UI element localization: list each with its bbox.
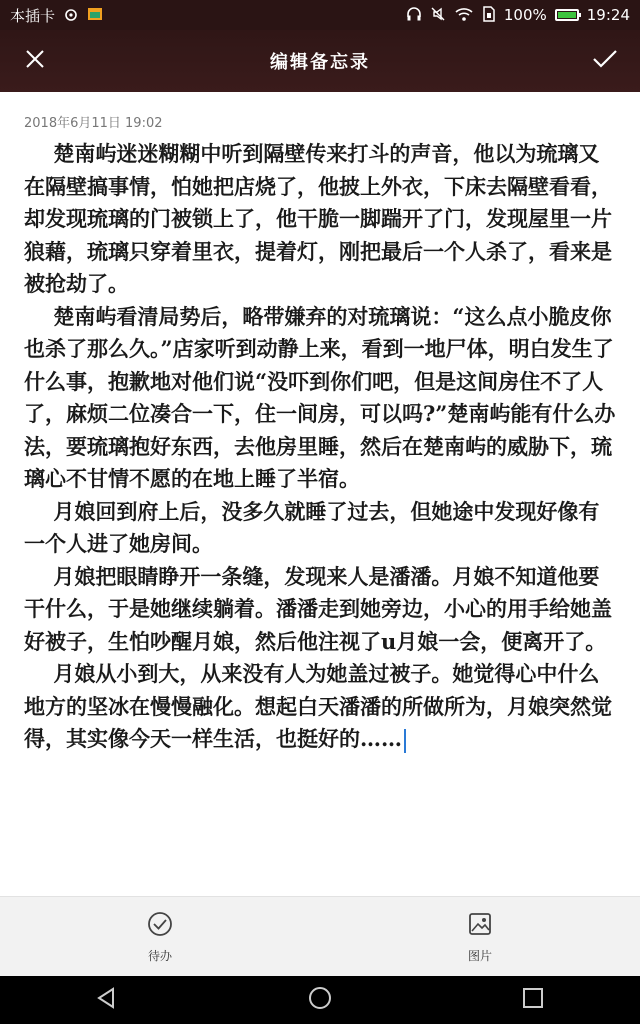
battery-percent: 100% [503,6,547,24]
back-icon [95,986,119,1014]
home-icon [307,985,333,1015]
bottom-toolbar [0,896,640,977]
close-icon [24,48,46,74]
battery-fill [558,12,576,18]
recents-button[interactable] [503,976,563,1024]
sim-icon [482,6,496,25]
mute-icon [430,6,446,25]
wifi-icon [454,6,474,25]
image-icon [466,910,494,941]
note-editor[interactable] [0,92,640,896]
back-button[interactable] [77,976,137,1024]
home-button[interactable] [290,976,350,1024]
note-paragraph-2[interactable]: 楚南屿看清局势后，略带嫌弃的对琉璃说：“这么点小脆皮你也杀了那么久。”店家听到动静上来，看到一地尸体，明白发生了什么事，抱歉地对他们说“没吓到你们吧，但是这间房住不了人了，麻烦二位凑合一下，住一间房，可以吗?”楚南屿能有什么办法，要琉璃抱好东西，去他房里睡，然后在楚南屿的威胁下，琉璃心不甘情不愿的在地上睡了半宿。 [24,303,616,491]
weibo-icon [63,6,79,25]
close-button[interactable] [4,30,66,92]
status-bar-left [10,5,103,26]
note-paragraph-4[interactable]: 月娘把眼睛睁开一条缝，发现来人是潘潘。月娘不知道他要干什么，于是她继续躺着。潘潘走到她旁边，小心的用手给她盖好被子，生怕吵醒月娘，然后他注视了u月娘一会，便离开了。 [24,563,612,654]
gallery-icon [87,7,103,24]
navigation-bar [0,976,640,1024]
image-label: 图片 [467,949,492,963]
status-bar [0,0,640,30]
note-paragraph-5[interactable]: 月娘从小到大，从来没有人为她盖过被子。她觉得心中什么地方的坚冰在慢慢融化。想起白天潘潘的所做所为，月娘突然觉得，其实像今天一样生活，也挺好的…… [24,661,612,751]
battery-icon [555,9,579,21]
status-bar-right [406,6,630,25]
image-button[interactable] [380,910,580,964]
page-title: 编辑备忘录 [270,52,370,73]
clock: 19:24 [586,6,630,24]
note-paragraph-5-wrap[interactable] [24,658,616,756]
headphones-icon [406,6,422,25]
check-icon [592,48,618,74]
note-paragraph-1[interactable]: 楚南屿迷迷糊糊中听到隔壁传来打斗的声音，他以为琉璃又在隔壁搞事情，怕她把店烧了，他披上外衣，下床去隔壁看看，却发现琉璃的门被锁上了，他干脆一脚踹开了门，发现屋里一片狼藉，琉璃只穿着里衣，提着灯，刚把最后一个人杀了，看来是被抢劫了。 [24,141,612,296]
note-timestamp: 2018年6月11日 19:02 [24,116,163,131]
text-cursor [404,729,406,753]
note-text-area[interactable] [24,138,616,756]
carrier-label: 本插卡 [10,6,56,25]
todo-button[interactable] [60,910,260,964]
save-button[interactable] [574,30,636,92]
note-paragraph-3[interactable]: 月娘回到府上后，没多久就睡了过去，但她途中发现好像有一个人进了她房间。 [24,498,600,556]
check-circle-icon [146,910,174,941]
title-bar [0,30,640,92]
recents-icon [522,987,544,1013]
todo-label: 待办 [147,949,172,963]
